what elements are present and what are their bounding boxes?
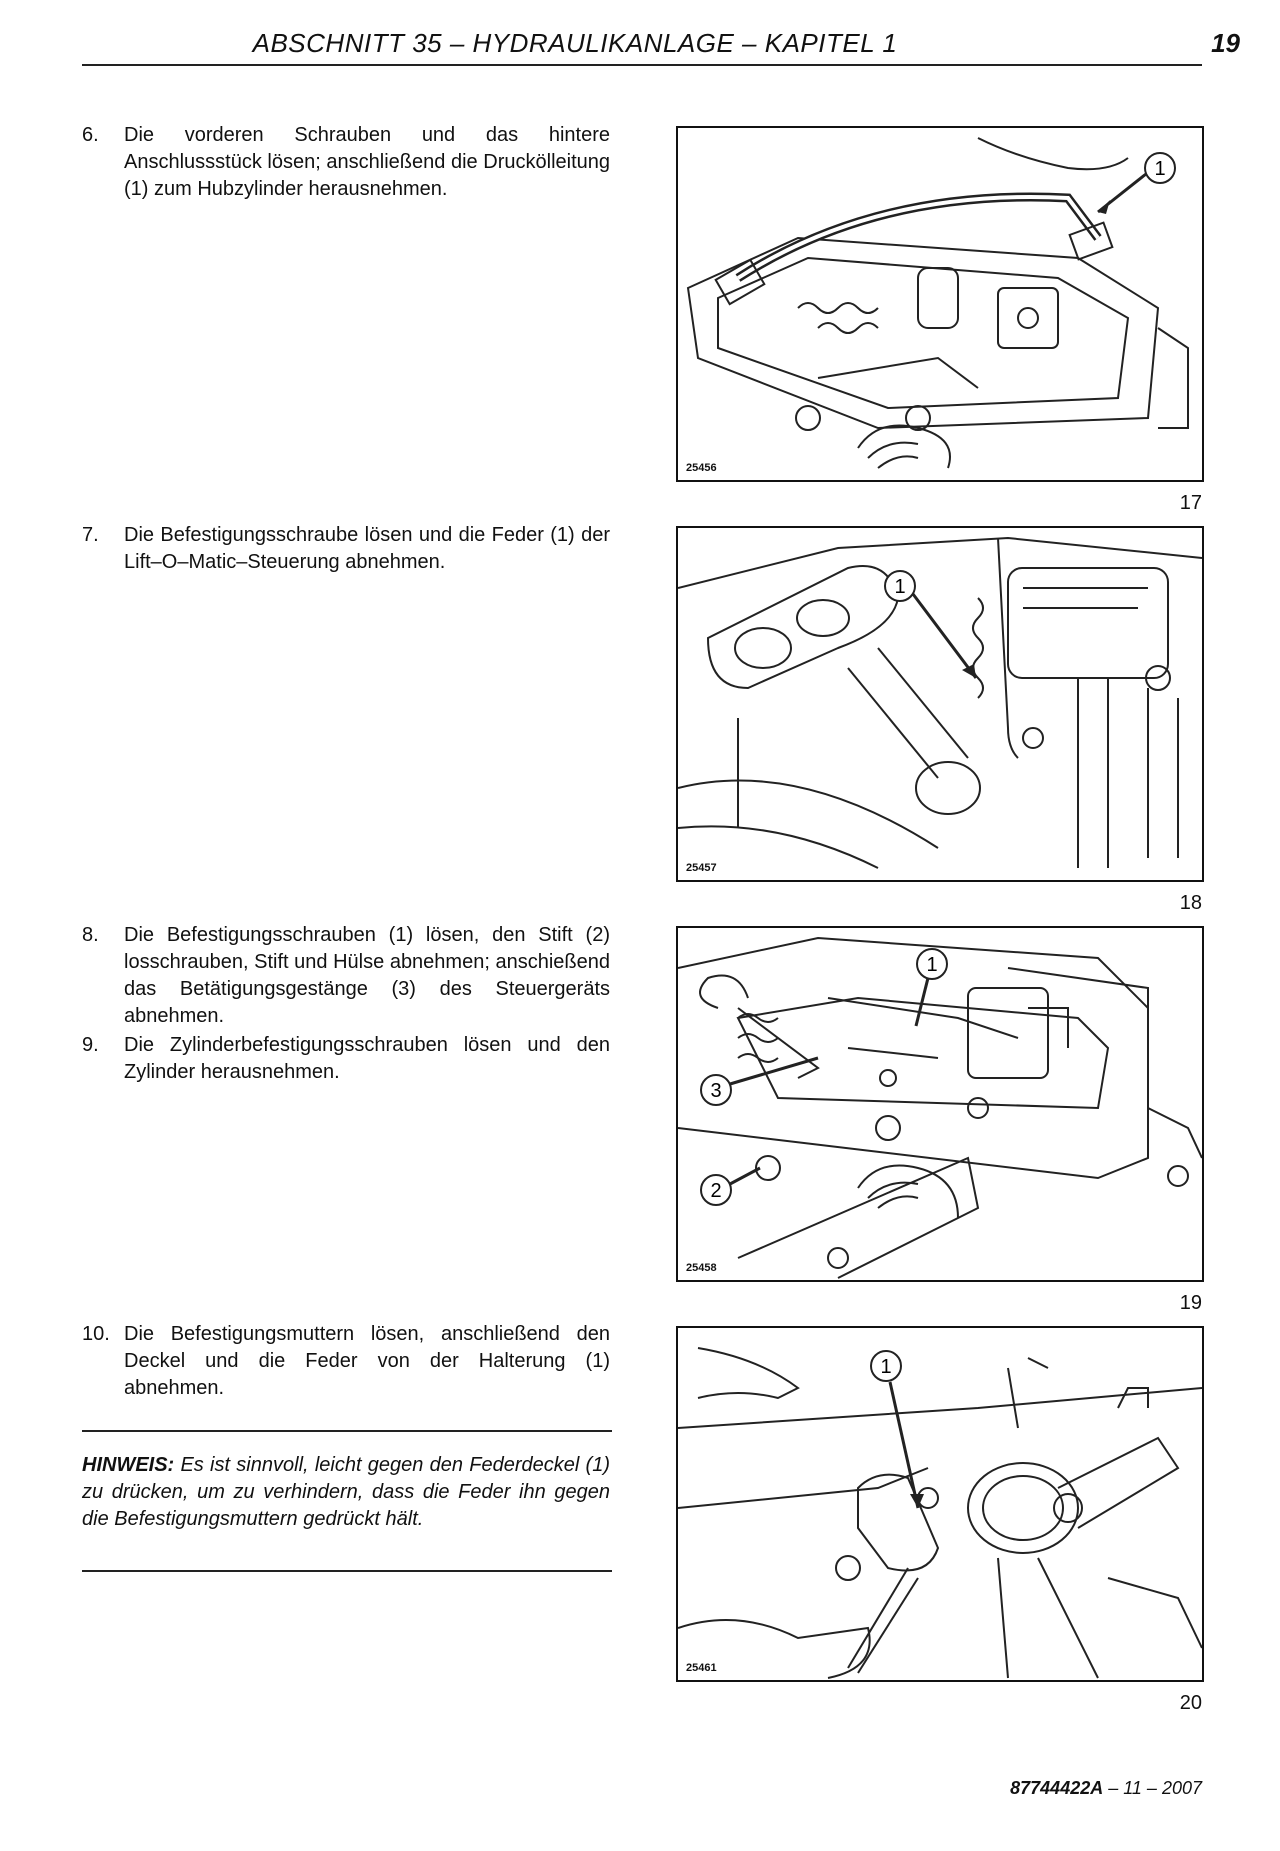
note-top-rule — [82, 1430, 612, 1432]
step-text: Die vorderen Schrauben und das hintere Anschlussstück lösen; anschließend die Druckölleitung (1) zum Hubzylinder herausnehmen. — [124, 124, 610, 200]
callout-1: 1 — [926, 954, 938, 976]
step-10 — [82, 1321, 610, 1402]
pressure-line-drawing — [678, 128, 1202, 480]
figure-number: 17 — [1179, 492, 1202, 514]
figure-code: 25458 — [686, 1262, 717, 1274]
step-text: Die Befestigungsschrauben (1) lösen, den Stift (2) losschrauben, Stift und Hülse abnehmen; anschießend das Betätigungsgestänge (3) des Steuergeräts abnehmen. — [124, 924, 610, 1027]
control-linkage-drawing — [678, 928, 1202, 1280]
figure-code: 25461 — [686, 1662, 717, 1674]
document-date: – 11 – 2007 — [1103, 1778, 1202, 1798]
figure-18-illustration — [676, 526, 1204, 882]
callout-1: 1 — [880, 1356, 892, 1378]
step-text: Die Befestigungsschraube lösen und die Feder (1) der Lift–O–Matic–Steuerung abnehmen. — [124, 524, 610, 573]
figure-code: 25457 — [686, 862, 717, 874]
step-7 — [82, 522, 610, 576]
note-bottom-rule — [82, 1570, 612, 1572]
callout-1: 1 — [894, 576, 906, 598]
step-number: 9. — [82, 1034, 99, 1056]
page-footer — [900, 1778, 1202, 1799]
document-code: 87744422A — [1010, 1778, 1104, 1798]
figure-number: 18 — [1179, 892, 1202, 914]
step-number: 6. — [82, 124, 99, 146]
section-header-title: ABSCHNITT 35 – HYDRAULIKANLAGE – KAPITEL 1 — [252, 28, 898, 58]
step-number: 10. — [82, 1323, 110, 1345]
note-label: HINWEIS: — [82, 1454, 175, 1476]
step-8 — [82, 922, 610, 1030]
callout-2: 2 — [710, 1180, 722, 1202]
figure-number: 19 — [1179, 1292, 1202, 1314]
step-6 — [82, 122, 610, 203]
note-text: Es ist sinnvoll, leicht gegen den Federdeckel (1) zu drücken, um zu verhindern, dass die Feder ihn gegen die Befestigungsmuttern gedrückt hält. — [82, 1454, 610, 1530]
figure-code: 25456 — [686, 462, 717, 474]
step-text: Die Befestigungsmuttern lösen, anschließend den Deckel und die Feder von der Halterung (1) abnehmen. — [124, 1323, 610, 1399]
page-number: 19 — [1211, 28, 1240, 58]
step-number: 8. — [82, 924, 99, 946]
step-number: 7. — [82, 524, 99, 546]
figure-17-illustration — [676, 126, 1204, 482]
callout-3: 3 — [710, 1080, 722, 1102]
note-block — [82, 1452, 610, 1533]
step-9 — [82, 1032, 610, 1086]
header-divider — [82, 64, 1202, 66]
callout-1: 1 — [1154, 158, 1166, 180]
spring-cover-drawing — [678, 1328, 1202, 1680]
figure-20-illustration — [676, 1326, 1204, 1682]
figure-number: 20 — [1179, 1692, 1202, 1714]
figure-19-illustration — [676, 926, 1204, 1282]
step-text: Die Zylinderbefestigungsschrauben lösen und den Zylinder herausnehmen. — [124, 1034, 610, 1083]
lift-o-matic-spring-drawing — [678, 528, 1202, 880]
